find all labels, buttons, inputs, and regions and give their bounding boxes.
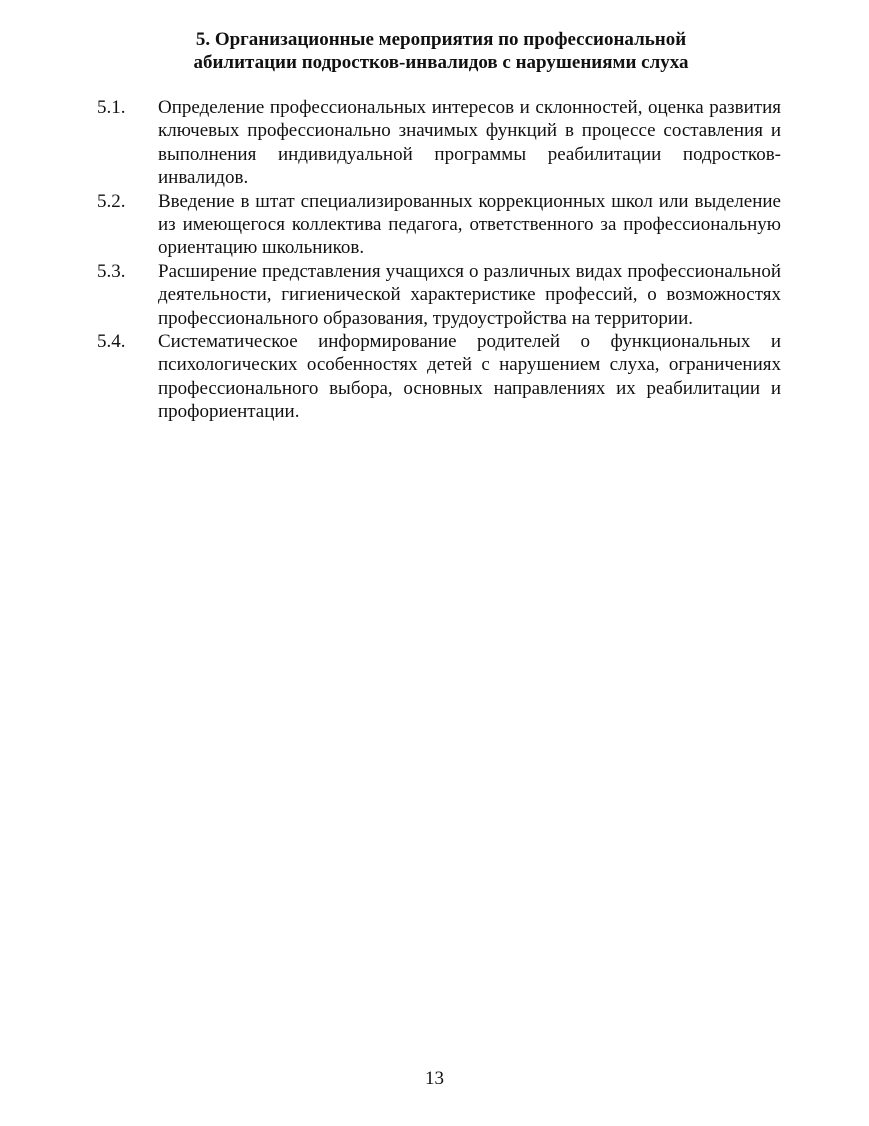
list-item-text: Определение профессиональных интересов и склонностей, оценка развития ключевых профессионально значимых функций в процессе составления и выполнения индивидуальной программы реабилитации подростков-инвалидов. [158,97,781,189]
list-item-number: 5.4. [97,331,126,353]
list-item-text: Введение в штат специализированных коррекционных школ или выделение из имеющегося коллектива педагога, ответственного за профессиональную ориентацию школьников. [158,190,781,259]
section-heading-line-2: абилитации подростков-инвалидов с нарушениями слуха [193,52,689,73]
list-item-text: Систематическое информирование родителей о функциональных и психологических особенностях детей с нарушением слуха, ограничениях профессионального выбора, основных направлениях их реабилитации и профориентации. [158,331,781,423]
list-item-number: 5.2. [97,190,126,212]
section-heading [96,28,786,74]
list-item [97,260,781,330]
page-number: 13 [425,1068,444,1089]
list-item [97,96,781,190]
list-item [97,190,781,260]
list-item [97,330,781,424]
list-item-number: 5.1. [97,97,126,118]
measures-list [97,96,781,424]
list-item-number: 5.3. [97,260,126,282]
section-heading-line-1: 5. Организационные мероприятия по профессиональной [195,29,687,50]
list-item-text: Расширение представления учащихся о различных видах профессиональной деятельности, гигиенической характеристике профессий, о возможностях профессионального образования, трудоустройства на территории. [158,260,781,329]
